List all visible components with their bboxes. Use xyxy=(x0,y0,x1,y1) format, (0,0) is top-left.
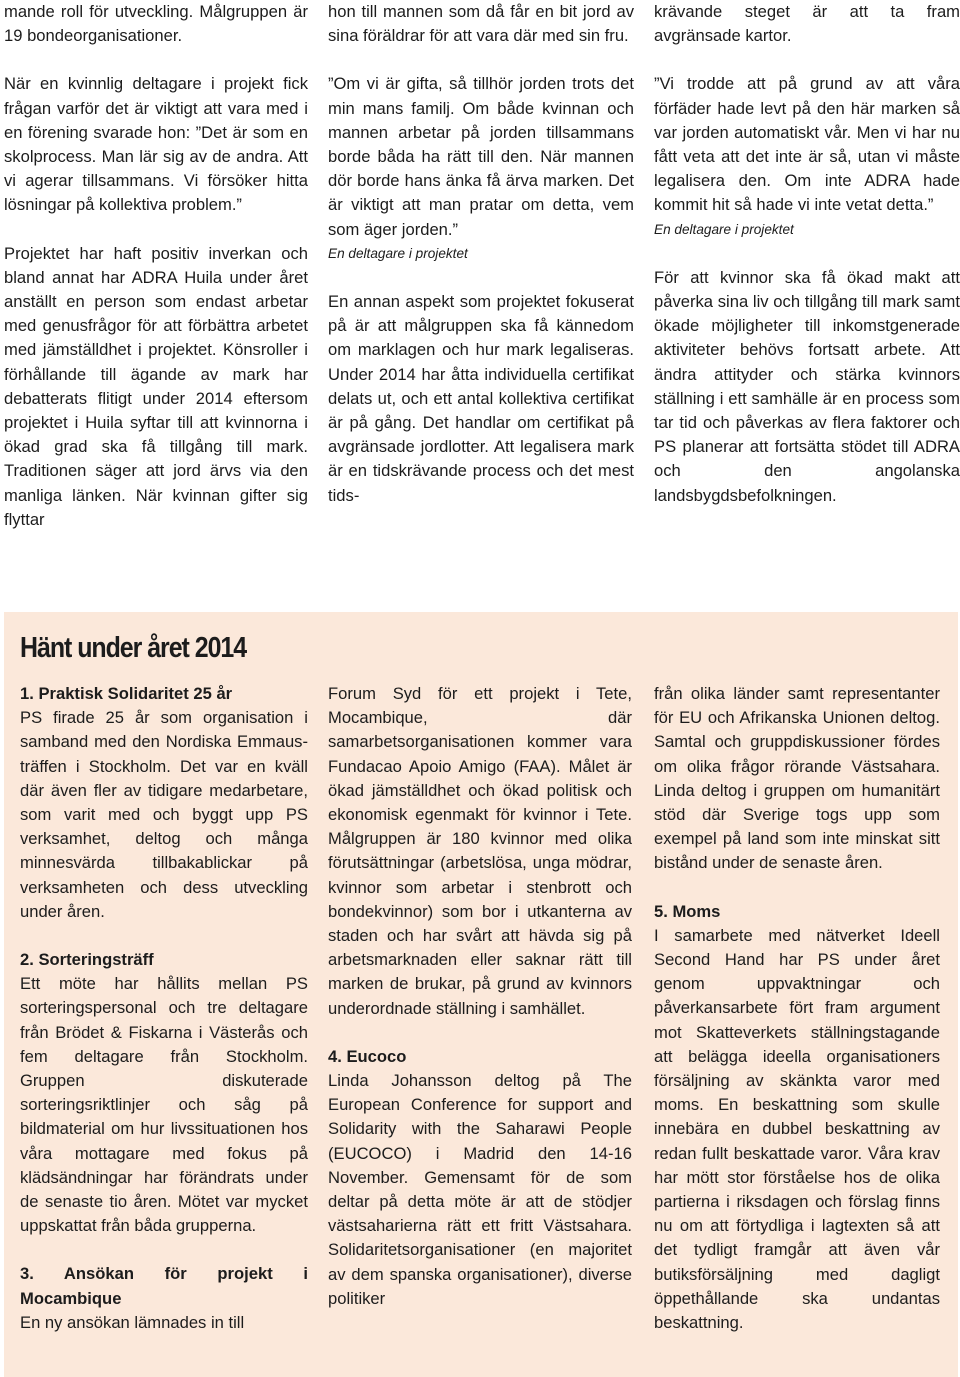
paragraph: För att kvinnor ska få ökad makt att påverka sina liv och tillgång till mark samt ökade möjligheter till inkomstgenerade aktiviteter behövs fortsatt arbete. Att ändra attityder och stärka kvinnors ställning i ett samhälle är en process som tar tid och påverkas av flera faktorer och PS planerar att fortsätta stödet till ADRA och den angolanska landsbygdsbefolkningen. xyxy=(654,267,960,505)
highlights-title: Hänt under året 2014 xyxy=(20,632,247,664)
section-heading: 4. Eucoco xyxy=(328,1046,407,1066)
section-heading: 1. Praktisk Solidaritet 25 år xyxy=(20,684,233,703)
article-column-2 xyxy=(328,0,634,508)
highlights-column-2 xyxy=(328,682,632,1311)
quote: ”Vi trodde att på grund av att våra förfäder hade levt på den här marken så var jorden automatiskt vår. Men vi har nu fått veta att det inte är så, utan vi måste legalisera den. Om inte ADRA hade kommit hit så hade vi inte vetat detta.” xyxy=(654,74,960,215)
article-column-3 xyxy=(654,0,960,508)
quote: ”Om vi är gifta, så tillhör jorden trots det min mans familj. Om både kvinnan och mannen arbetar på jorden tillsammans borde båda ha rätt till den. När mannen dör borde hans änka få ärva marken. Det är viktigt att man pratar om detta, vem som äger jorden.” xyxy=(328,74,634,239)
paragraph: I samarbete med nätverket Ideell Second Hand har PS under året genom uppvaktningar och påverkansarbete fört fram argument mot Skatteverkets ställningstagande att belägga ideella organisationers försäljning av skänkta varor med moms. En beskattning som skulle innebära en dubbel beskattning av redan fullt beskattade varor. Våra krav har mött stor förståelse hos de olika partierna i riksdagen och förslag finns nu om att förtydliga i lagtexten så att det tydligt framgår att även vår butiksförsäljning med dagligt öppethållande ska undantas beskattning. xyxy=(654,925,940,1333)
paragraph: från olika länder samt representanter för EU och Afrikanska Unionen deltog. Samtal och gruppdiskussioner fördes om olika frågor rörande Västsahara. Linda deltog i gruppen om humanitärt stöd där Sverige togs upp som exempel på land som inte minskat sitt bistånd under de senaste åren. xyxy=(654,684,940,873)
paragraph: Forum Syd för ett projekt i Tete, Mocambique, där samarbetsorganisationen kommer vara Fundacao Apoio Amigo (FAA). Målet är ökad jämställdhet och ökad politisk och ekonomisk egenmakt för kvinnor i Tete. Målgruppen är 180 kvinnor med olika förutsättningar (arbetslösa, unga mödrar, kvinnor som arbetar i stenbrott och bondekvinnor) som bor i utkanterna av staden och har svårt att hävda sig på arbetsmarknaden eller saknar rätt till marken de brukar, på grund av kvinnors underordnade ställning i samhället. xyxy=(328,684,632,1018)
section-heading: 3. Ansökan för projekt i Mocambique xyxy=(20,1264,308,1308)
section-heading: 5. Moms xyxy=(654,901,721,921)
paragraph: En ny ansökan lämnades in till xyxy=(20,1312,245,1332)
paragraph: mande roll för utveckling. Målgruppen är 19 bondeorganisationer. xyxy=(4,2,308,46)
section-heading: 2. Sorteringsträff xyxy=(20,950,154,970)
paragraph: krävande steget är att ta fram avgränsade kartor. xyxy=(654,2,960,46)
paragraph: Projektet har haft positiv inverkan och bland annat har ADRA Huila under året anställt en person som endast arbetar med genusfrågor för att förbättra arbetet med jämställdhet i projektet. Könsroller i förhållande till ägande av mark har debatterats flitigt under 2014 eftersom projektet i Huila syftar till att kvinnorna i ökad grad ska få tillgång till mark. Traditionen säger att jord ärvs via den manliga länken. När kvinnan gifter sig flyttar xyxy=(4,243,308,529)
quote-attribution: En deltagare i projektet xyxy=(654,221,794,237)
highlights-column-1 xyxy=(20,682,308,1335)
paragraph: hon till mannen som då får en bit jord av sina föräldrar för att vara där med sin fru. xyxy=(328,2,634,46)
highlights-column-3 xyxy=(654,682,940,1335)
article-column-1 xyxy=(4,0,308,532)
paragraph: PS firade 25 år som organisation i samband med den Nordiska Emmaus-träffen i Stockholm. Det var en kväll där även fler av tidigare medarbetare, som varit med och byggt upp PS verksamhet, deltog och många minnesvärda tillbakablickar på verksamheten och dess utveckling under åren. xyxy=(20,708,308,921)
paragraph: Ett möte har hållits mellan PS sorteringspersonal och tre deltagare från Brödet & Fiskarna i Västerås och fem deltagare från Stockholm. Gruppen diskuterade sorteringsriktlinjer och såg på bildmaterial om hur livssituationen hos våra mottagare med fokus på klädsändningar har förändrats under de senaste tio åren. Mötet var mycket uppskattat från båda grupperna. xyxy=(20,974,308,1236)
paragraph: En annan aspekt som projektet fokuserat på är att målgruppen ska få kännedom om marklagen och hur mark legaliseras. Under 2014 har åtta individuella certifikat delats ut, och ett antal kollektiva certifikat är på gång. Det handlar om certifikat på avgränsade jordlotter. Att legalisera mark är en tidskrävande process och det mest tids- xyxy=(328,292,634,505)
paragraph: När en kvinnlig deltagare i projekt fick frågan varför det är viktigt att vara med i en förening svarade hon: ”Det är som en skolprocess. Man lär sig av de andra. Att vi agerar tillsammans. Vi försöker hitta lösningar på kollektiva problem.” xyxy=(4,74,308,215)
quote-attribution: En deltagare i projektet xyxy=(328,245,468,261)
paragraph: Linda Johansson deltog på The European Conference for support and Solidarity with the Saharawi People (EUCOCO) i Madrid den 14-16 November. Gemensamt för de som deltar på detta möte är att de stödjer västsaharierna rätt ett fritt Västsahara. Solidaritetsorganisationer (en majoritet av dem spanska organisationer), diverse politiker xyxy=(328,1071,632,1308)
